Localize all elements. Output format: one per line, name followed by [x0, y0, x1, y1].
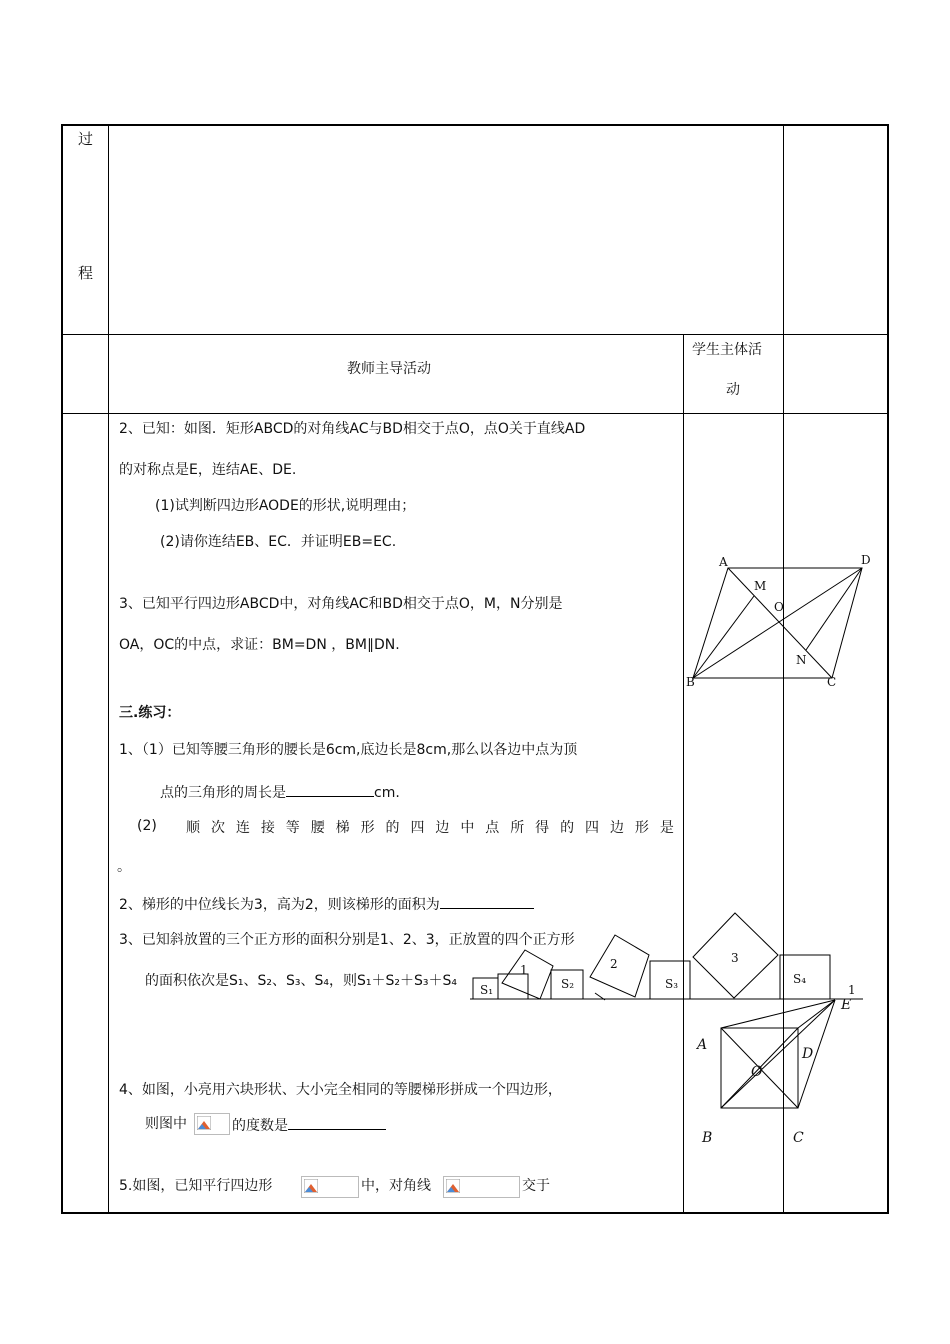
spread-char: 腰 [310, 820, 325, 836]
spread-char: 四 [410, 820, 425, 836]
spread-char: 次 [210, 820, 225, 836]
inline-image-parallelogram [301, 1176, 359, 1198]
practice-2-text: 2、梯形的中位线长为3，高为2，则该梯形的面积为 [119, 897, 440, 913]
q2-part1: (1)试判断四边形AODE的形状,说明理由； [155, 498, 416, 514]
table-border-right [887, 124, 889, 1214]
rect-label-c: C [793, 1130, 804, 1146]
student-activity-header-1: 学生主体活 [692, 342, 762, 358]
answer-blank-angle[interactable] [288, 1115, 386, 1130]
spread-char: 的 [385, 820, 400, 836]
practice-3-line2: 的面积依次是S₁、S₂、S₃、S₄，则S₁＋S₂＋S₃＋S₄ [145, 973, 457, 989]
practice-4-text-a: 则图中 [145, 1116, 187, 1132]
inline-image-diagonal [443, 1176, 520, 1198]
practice-5-b: 中，对角线 [361, 1178, 431, 1194]
practice-5-c: 交于 [522, 1178, 550, 1194]
para-label-d: D [861, 553, 871, 567]
broken-image-icon [446, 1179, 460, 1193]
broken-image-icon [197, 1116, 211, 1130]
spread-char: 连 [235, 820, 250, 836]
practice-1-part2-label: (2) [137, 818, 157, 834]
spread-char: 形 [634, 820, 649, 836]
spread-char: 点 [485, 820, 500, 836]
spread-char: 的 [560, 820, 575, 836]
para-label-a: A [719, 555, 728, 569]
rect-label-a: A [697, 1037, 708, 1053]
table-border-left [61, 124, 63, 1214]
inline-image-angle [194, 1113, 230, 1135]
q3-line1: 3、已知平行四边形ABCD中，对角线AC和BD相交于点O，M，N分别是 [119, 596, 563, 612]
square-label-s3: S₃ [665, 977, 679, 991]
rectangle-figure [690, 990, 860, 1130]
spread-char: 边 [435, 820, 450, 836]
spread-char: 所 [510, 820, 525, 836]
spread-char: 得 [535, 820, 550, 836]
practice-5-a: 5.如图，已知平行四边形 [119, 1178, 273, 1194]
square-label-1: 1 [520, 963, 528, 977]
practice-1-unit: cm. [374, 785, 400, 801]
para-label-m: M [754, 579, 767, 593]
spread-char: 等 [285, 820, 300, 836]
q2-line1: 2、已知：如图．矩形ABCD的对角线AC与BD相交于点O，点O关于直线AD [119, 421, 586, 437]
answer-blank-perimeter[interactable] [286, 782, 374, 797]
rect-label-o: O [751, 1064, 763, 1080]
practice-4-line2-b [232, 1115, 386, 1135]
line-label-l: 1 [848, 983, 856, 997]
square-label-s4: S₄ [793, 972, 807, 986]
spread-char: 四 [585, 820, 599, 836]
square-label-2: 2 [610, 957, 618, 971]
col-divider-1 [108, 124, 109, 1214]
row-divider-2 [61, 413, 889, 414]
student-activity-header-2: 动 [726, 382, 740, 398]
practice-4-text-b: 的度数是 [232, 1118, 288, 1134]
spread-char: 梯 [335, 820, 350, 836]
practice-1-line2-text: 点的三角形的周长是 [160, 785, 286, 801]
teacher-activity-header: 教师主导活动 [347, 361, 431, 377]
square-label-3: 3 [731, 951, 739, 965]
q3-line2: OA，OC的中点，求证：BM=DN ，BM∥DN. [119, 637, 400, 653]
spread-char: 中 [460, 820, 475, 836]
para-label-c: C [827, 675, 837, 689]
practice-4-line1: 4、如图，小亮用六块形状、大小完全相同的等腰梯形拼成一个四边形， [119, 1082, 562, 1098]
practice-4-line2 [145, 1115, 187, 1133]
practice-1-part2-end: 。 [117, 859, 131, 875]
broken-image-icon [304, 1179, 318, 1193]
col-divider-2 [683, 334, 684, 1214]
spread-char: 接 [260, 820, 275, 836]
practice-1-part2-text [186, 817, 674, 837]
row-divider-1 [61, 334, 889, 335]
practice-1-line1: 1、（1）已知等腰三角形的腰长是6cm,底边长是8cm,那么以各边中点为顶 [119, 742, 578, 758]
rect-label-e: E [841, 997, 852, 1013]
rect-label-b: B [702, 1130, 713, 1146]
spread-char: 形 [360, 820, 375, 836]
square-label-s2: S₂ [561, 977, 575, 991]
practice-1-line2 [160, 782, 400, 802]
table-border-bottom [61, 1212, 889, 1214]
parallelogram-figure [680, 550, 880, 695]
table-border-top [61, 124, 889, 126]
rect-label-d: D [802, 1046, 814, 1062]
spread-char: 边 [609, 820, 624, 836]
process-label-bottom: 程 [78, 264, 94, 282]
para-label-n: N [796, 653, 807, 667]
process-label-top: 过 [78, 130, 94, 148]
q2-part2: (2)请你连结EB、EC．并证明EB=EC. [160, 534, 397, 550]
practice-heading: 三.练习： [119, 705, 181, 721]
q2-line2: 的对称点是E，连结AE、DE. [119, 462, 297, 478]
spread-char: 顺 [186, 820, 200, 836]
spread-char: 是 [659, 820, 674, 836]
para-label-o: O [774, 600, 784, 614]
para-label-b: B [686, 675, 695, 689]
square-label-s1: S₁ [480, 983, 494, 997]
practice-3-line1: 3、已知斜放置的三个正方形的面积分别是1、2、3，正放置的四个正方形 [119, 932, 575, 948]
